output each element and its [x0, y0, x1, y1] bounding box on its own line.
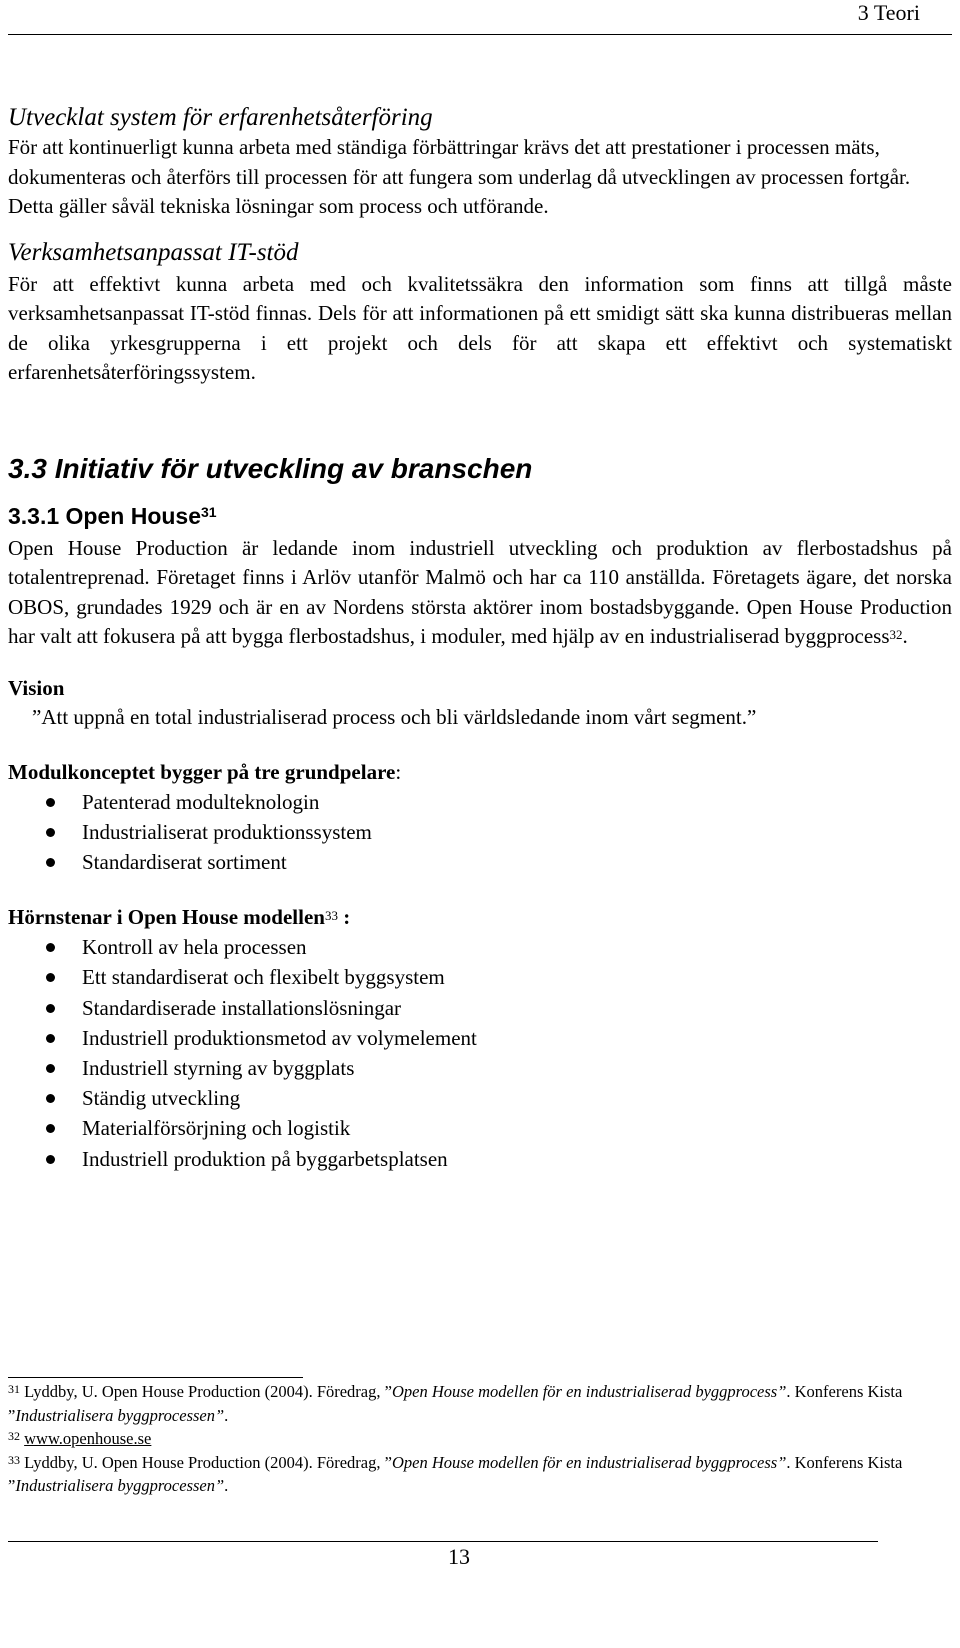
- footnote-ref-32: 32: [889, 627, 903, 642]
- paragraph-text: Open House Production är ledande inom industriell utveckling och produktion av flerbostadshus på totalentreprenad. Företaget finns i Arlöv utanför Malmö och har ca 110 anställda. Företagets ägare, det norska OBOS, grundades 1929 och är en av Nordens största aktörer inom bostadsbyggande. Open House Production har valt att fokusera på att bygga flerbostadshus, i moduler, med hjälp av en industrialiserad byggprocess: [8, 535, 952, 648]
- hornstenar-list: [8, 932, 952, 1174]
- label-colon: :: [337, 905, 351, 930]
- heading-text: 3.3.1 Open House: [8, 502, 202, 529]
- label-text: Hörnstenar i Open House modellen: [8, 905, 325, 930]
- page-body: [8, 103, 952, 1174]
- vision-quote: ”Att uppnå en total industrialiserad process och bli världsledande inom vårt segment.”: [32, 704, 757, 729]
- footnote-31: $^{31}$ Lyddby, U. Open House Production (2004). Föredrag, ”Open House modellen för en industrialiserad byggprocess”. Konferens Kista ”Industrialisera byggprocessen”.: [8, 1382, 903, 1425]
- footnote-32: $^{32}$ www.openhouse.se: [8, 1429, 152, 1448]
- bullet-icon: [46, 1124, 55, 1133]
- bullet-icon: [46, 943, 55, 952]
- list-item: Standardiserat sortiment: [8, 847, 952, 877]
- website-link[interactable]: www.openhouse.se: [24, 1429, 152, 1448]
- footer-rule: [8, 1541, 878, 1542]
- list-item: Industriell styrning av byggplats: [8, 1053, 952, 1083]
- paragraph-end: .: [902, 624, 908, 648]
- footnote-ref-31: 31: [201, 503, 217, 520]
- footnote-rule: [8, 1377, 303, 1378]
- list-item: Materialförsörjning och logistik: [8, 1113, 952, 1143]
- vision-label: Vision: [8, 675, 65, 700]
- hornstenar-label: [8, 903, 952, 932]
- list-item: Ständig utveckling: [8, 1083, 952, 1113]
- section-heading-3-3: 3.3 Initiativ för utveckling av branschen: [8, 452, 533, 484]
- bullet-icon: [46, 828, 55, 837]
- footnote-33: $^{33}$ Lyddby, U. Open House Production (2004). Föredrag, ”Open House modellen för en industrialiserad byggprocess”. Konferens Kista ”Industrialisera byggprocessen”.: [8, 1452, 903, 1495]
- footnotes: [8, 1380, 952, 1498]
- subheading-erfarenhet: Utvecklat system för erfarenhetsåterföring: [8, 104, 433, 131]
- label-text: Modulkonceptet bygger på tre grundpelare: [8, 759, 396, 784]
- subheading-it-stod: Verksamhetsanpassat IT-stöd: [8, 238, 299, 266]
- bullet-icon: [46, 1034, 55, 1043]
- bullet-icon: [46, 1155, 55, 1164]
- header-rule: [8, 34, 952, 35]
- modulkonceptet-list: [8, 787, 952, 878]
- section-heading-3-3-1: [8, 502, 952, 530]
- bullet-icon: [46, 973, 55, 982]
- bullet-icon: [46, 858, 55, 867]
- paragraph-erfarenhet: För att kontinuerligt kunna arbeta med ständiga förbättringar krävs det att prestationer i processen mäts, dokumenteras och återförs till processen för att fungera som underlag då utvecklingen av processen fortgår. Detta gäller såväl tekniska lösningar som process och utförande.: [8, 135, 911, 218]
- list-item: Kontroll av hela processen: [8, 932, 952, 962]
- label-colon: :: [395, 759, 402, 784]
- footnote-ref-33: 33: [324, 908, 338, 924]
- list-item: Industriell produktionsmetod av volymelement: [8, 1023, 952, 1053]
- paragraph-it-stod: För att effektivt kunna arbeta med och kvalitetssäkra den information som finns att tillgå måste verksamhetsanpassat IT-stöd finnas. Dels för att informationen på ett smidigt sätt ska kunna distribueras mellan de olika yrkesgrupperna i ett projekt och dels för att skapa ett effektivt och systematiskt erfarenhetsåterföringssystem.: [8, 271, 952, 384]
- modulkonceptet-label: [8, 758, 952, 787]
- paragraph-open-house: [8, 534, 952, 652]
- page-number: 13: [448, 1544, 470, 1569]
- list-item: Industrialiserat produktionssystem: [8, 817, 952, 847]
- list-item: Ett standardiserat och flexibelt byggsystem: [8, 962, 952, 992]
- bullet-icon: [46, 1094, 55, 1103]
- list-item: Industriell produktion på byggarbetsplatsen: [8, 1144, 952, 1174]
- bullet-icon: [46, 1064, 55, 1073]
- list-item: Standardiserade installationslösningar: [8, 993, 952, 1023]
- bullet-icon: [46, 798, 55, 807]
- running-header: 3 Teori: [857, 0, 920, 25]
- bullet-icon: [46, 1004, 55, 1013]
- list-item: Patenterad modulteknologin: [8, 787, 952, 817]
